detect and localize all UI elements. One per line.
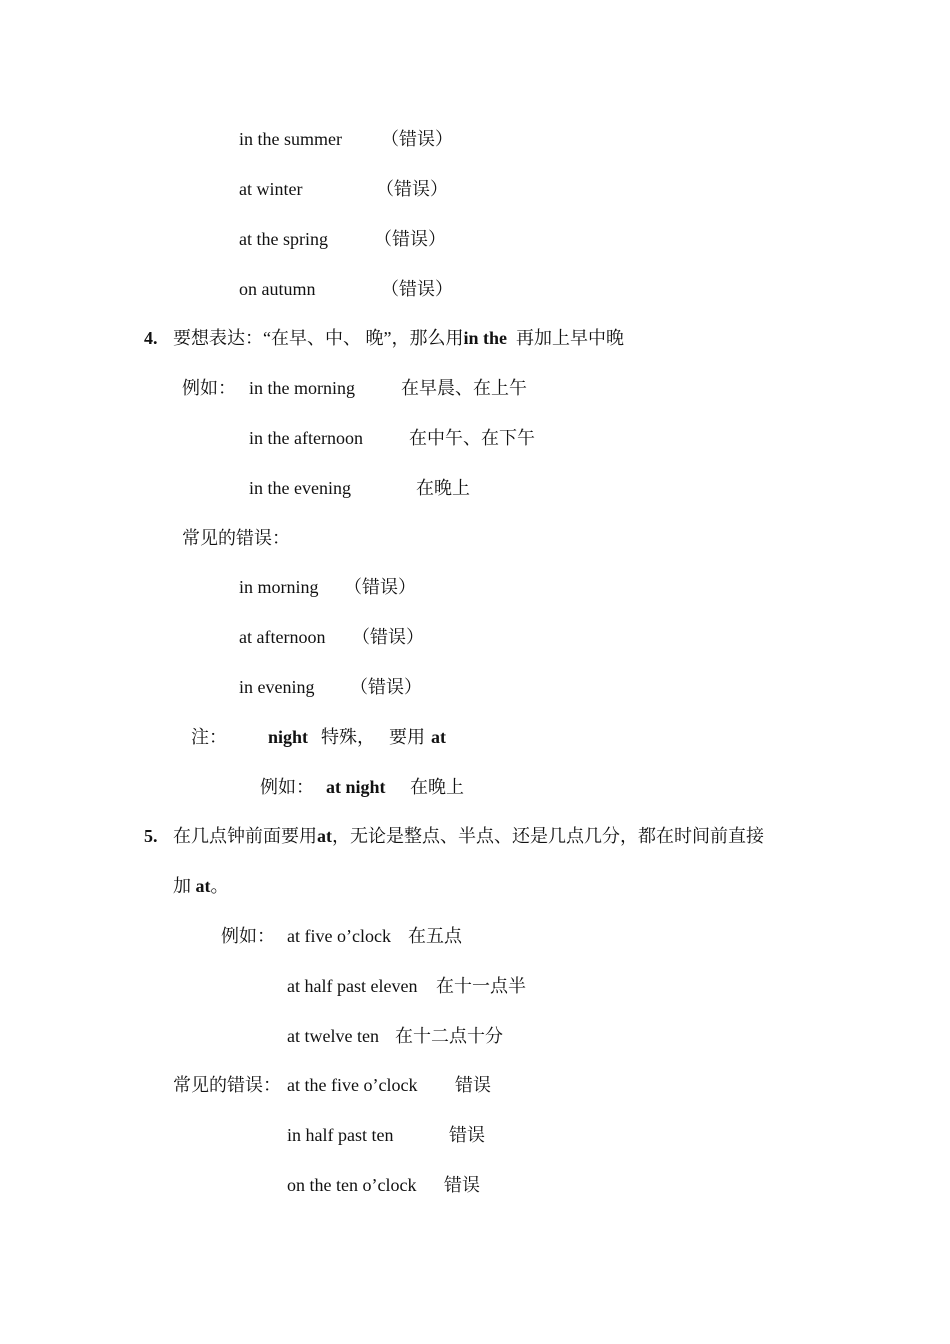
error-mark: （错误）: [374, 229, 446, 249]
error-mark: （错误）: [344, 577, 416, 597]
example-phrase: in the afternoon: [249, 428, 363, 448]
error-phrase: at afternoon: [239, 627, 326, 647]
note-text: 特殊，: [321, 727, 375, 747]
error-phrase: in half past ten: [287, 1125, 394, 1145]
error-mark: （错误）: [350, 677, 422, 697]
errors-label: 常见的错误：: [182, 528, 290, 548]
errors-label: 常见的错误：: [173, 1075, 281, 1095]
rule-text: 加 at。: [173, 876, 229, 896]
error-phrase: in morning: [239, 577, 319, 597]
example-meaning: 在晚上: [416, 478, 470, 498]
example-label: 例如：: [260, 777, 314, 797]
rule-keyword: at: [195, 876, 211, 896]
error-mark: （错误）: [376, 179, 448, 199]
rule-text: 在几点钟前面要用at，无论是整点、半点、还是几点几分，都在时间前直接: [173, 826, 764, 846]
example-label: 例如：: [221, 926, 275, 946]
error-mark: （错误）: [381, 129, 453, 149]
example-phrase: at night: [326, 777, 386, 797]
error-phrase: on autumn: [239, 279, 316, 299]
example-phrase: at half past eleven: [287, 976, 418, 996]
example-phrase: in the morning: [249, 378, 355, 398]
error-mark: （错误）: [352, 627, 424, 647]
example-meaning: 在五点: [408, 926, 462, 946]
example-meaning: 在早晨、在上午: [401, 378, 527, 398]
example-phrase: in the evening: [249, 478, 351, 498]
error-phrase: at the spring: [239, 229, 328, 249]
error-phrase: in the summer: [239, 129, 342, 149]
error-phrase: at the five o’clock: [287, 1075, 418, 1095]
example-phrase: at five o’clock: [287, 926, 391, 946]
error-phrase: in evening: [239, 677, 315, 697]
note-keyword: night: [268, 727, 309, 747]
error-phrase: on the ten o’clock: [287, 1175, 417, 1195]
example-phrase: at twelve ten: [287, 1026, 379, 1046]
note-keyword: at: [431, 727, 446, 747]
error-mark: （错误）: [381, 279, 453, 299]
error-mark: 错误: [444, 1175, 480, 1195]
example-label: 例如：: [182, 378, 236, 398]
error-mark: 错误: [455, 1075, 491, 1095]
example-meaning: 在晚上: [410, 777, 464, 797]
note-text: 要用: [389, 727, 425, 747]
rule-keyword: at: [317, 826, 332, 846]
example-meaning: 在中午、在下午: [409, 428, 535, 448]
error-mark: 错误: [449, 1125, 485, 1145]
error-phrase: at winter: [239, 179, 303, 199]
rule-text: 要想表达：“在早、中、 晚”，那么用in the 再加上早中晚: [173, 328, 624, 348]
rule-keyword: in the: [463, 328, 507, 348]
example-meaning: 在十二点十分: [395, 1026, 503, 1046]
example-meaning: 在十一点半: [436, 976, 526, 996]
rule-number: 5.: [144, 826, 158, 846]
rule-number: 4.: [144, 328, 158, 348]
note-label: 注：: [191, 727, 227, 747]
